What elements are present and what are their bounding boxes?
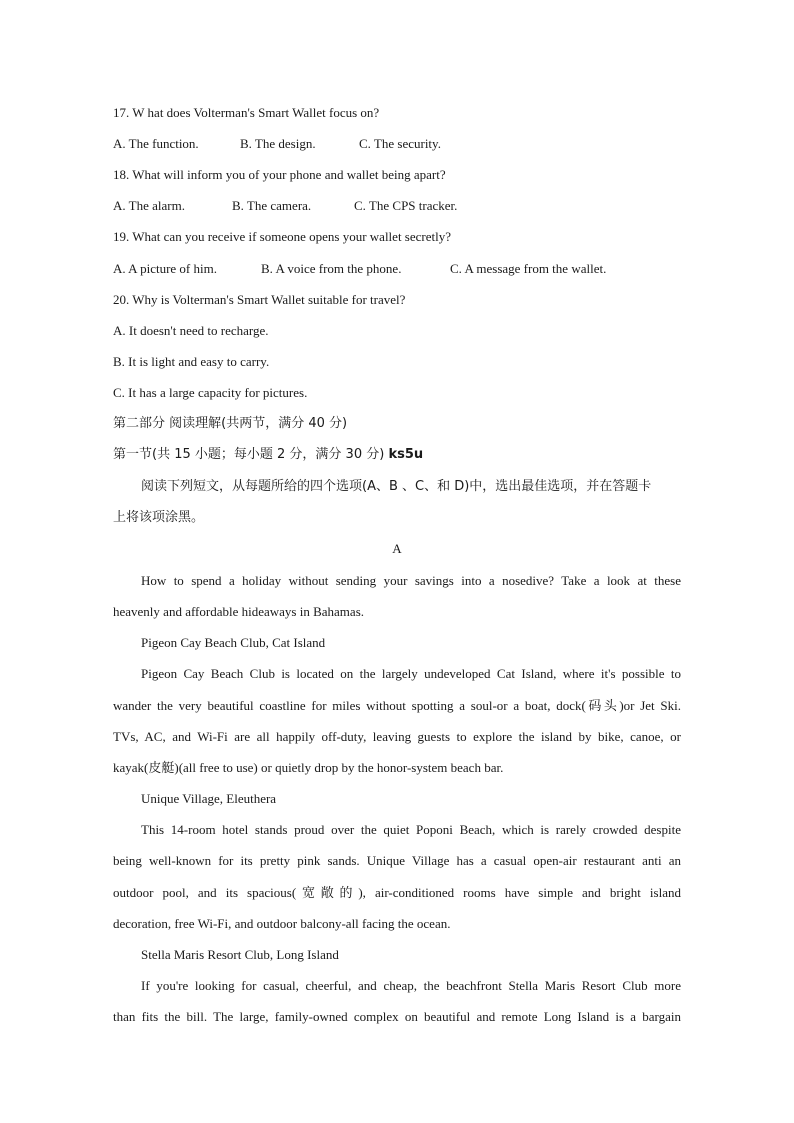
instruction-line-2: 上将该项涂黑。	[113, 510, 205, 525]
question-18-stem: 18. What will inform you of your phone and wallet being apart?	[113, 167, 446, 182]
option-a: A. A picture of him.	[113, 261, 217, 276]
option-c: C. The security.	[359, 136, 441, 151]
paragraph-line: than fits the bill. The large, family-owned complex on beautiful and remote Long Island is a bargain	[113, 1009, 681, 1024]
option-a: A. It doesn't need to recharge.	[113, 323, 269, 338]
paragraph-line: outdoor pool, and its spacious(宽敞的), air-conditioned rooms have simple and bright island	[113, 885, 681, 900]
option-b: B. The camera.	[232, 198, 312, 213]
paragraph-line: wander the very beautiful coastline for miles without spotting a soul-or a boat, dock(码头)or Jet Ski.	[113, 698, 681, 713]
section-one-heading	[113, 447, 423, 463]
question-20-stem: 20. Why is Volterman's Smart Wallet suitable for travel?	[113, 292, 406, 307]
instruction-line-1: 阅读下列短文，从每题所给的四个选项(A、B 、C、和 D)中，选出最佳选项，并在答题卡	[141, 479, 652, 494]
ks5u-mark: ks5u	[388, 447, 424, 462]
section-one-title: 第一节(共 15 小题；每小题 2 分，满分 30 分)	[113, 447, 385, 462]
option-c: C. The CPS tracker.	[354, 198, 458, 213]
intro-line-1: How to spend a holiday without sending your savings into a nosedive? Take a look at these	[141, 573, 681, 588]
option-a: A. The alarm.	[113, 198, 185, 213]
paragraph-line: TVs, AC, and Wi-Fi are all happily off-duty, leaving guests to explore the island by bike, canoe, or	[113, 729, 681, 744]
option-c: C. It has a large capacity for pictures.	[113, 385, 308, 400]
passage-label: A	[392, 541, 402, 556]
paragraph-line: If you're looking for casual, cheerful, and cheap, the beachfront Stella Maris Resort Club more	[141, 978, 681, 993]
option-b: B. The design.	[240, 136, 316, 151]
paragraph-line: Pigeon Cay Beach Club is located on the largely undeveloped Cat Island, where it's possible to	[141, 666, 681, 681]
option-b: B. A voice from the phone.	[261, 261, 402, 276]
paragraph-line: kayak(皮艇)(all free to use) or quietly drop by the honor-system beach bar.	[113, 760, 504, 775]
option-a: A. The function.	[113, 136, 199, 151]
paragraph-line: This 14-room hotel stands proud over the quiet Poponi Beach, which is rarely crowded despite	[141, 822, 681, 837]
resort-heading-stella-maris: Stella Maris Resort Club, Long Island	[141, 947, 339, 962]
option-c: C. A message from the wallet.	[450, 261, 607, 276]
paragraph-line: being well-known for its pretty pink sands. Unique Village has a casual open-air restaurant anti an	[113, 853, 681, 868]
part-two-heading: 第二部分 阅读理解(共两节，满分 40 分)	[113, 416, 348, 431]
question-19-stem: 19. What can you receive if someone opens your wallet secretly?	[113, 229, 451, 244]
question-17-stem: 17. W hat does Volterman's Smart Wallet focus on?	[113, 105, 380, 120]
option-b: B. It is light and easy to carry.	[113, 354, 270, 369]
resort-heading-unique-village: Unique Village, Eleuthera	[141, 791, 277, 806]
intro-line-2: heavenly and affordable hideaways in Bahamas.	[113, 604, 364, 619]
paragraph-line: decoration, free Wi-Fi, and outdoor balcony-all facing the ocean.	[113, 916, 451, 931]
resort-heading-pigeon-cay: Pigeon Cay Beach Club, Cat Island	[141, 635, 326, 650]
